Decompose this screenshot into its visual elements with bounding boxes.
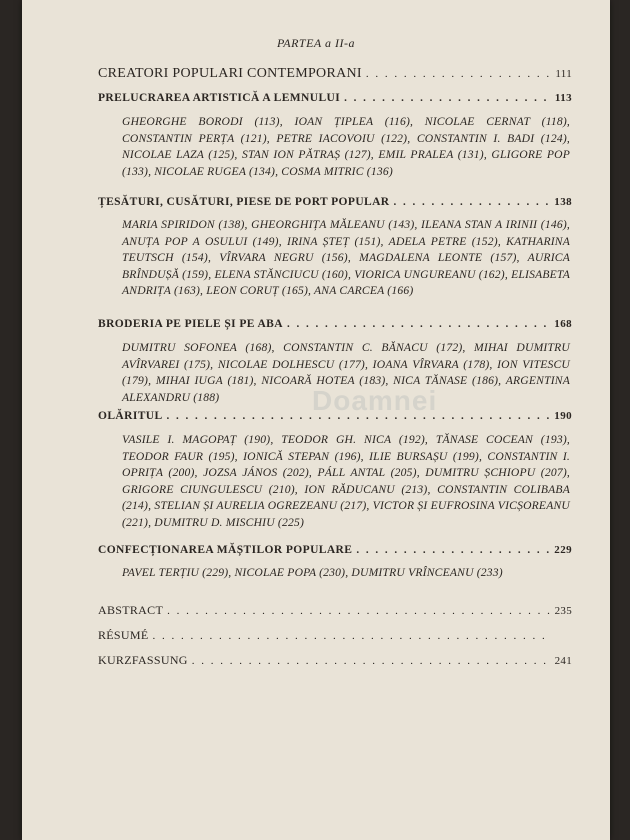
toc-section-entry (98, 318, 572, 330)
page-number: 111 (555, 68, 572, 80)
toc-main-entry (98, 66, 572, 82)
leader-dots (362, 68, 550, 80)
section-authors: MARIA SPIRIDON (138), GHEORGHIȚA MĂLEANU (143), ILEANA STAN A IRINII (146), ANUȚA POP A OSULUI (149), IRINA ȘTEȚ (151), ADELA PETRE (152), KATHARINA TEUTSCH (154), VÎRVARA NEGRU (156), MAGDALENA LEONTE (157), AURICA BRÎNDUȘĂ (159), ELENA STĂNCIUCU (160), VIORICA UNGUREANU (162), ELISABETA ANDRIȚA (163), LEON CORUȚ (165), ANA CARCEA (166) (122, 218, 570, 297)
toc-backmatter-entry (98, 653, 572, 668)
section-title: ȚESĂTURI, CUSĂTURI, PIESE DE PORT POPULAR (98, 196, 390, 208)
section-authors: DUMITRU SOFONEA (168), CONSTANTIN C. BĂNACU (172), MIHAI DUMITRU AVÎRVAREI (175), NICOLAE DOLHESCU (177), IOANA VÎRVARA (178), ION VITESCU (179), MIHAI IUGA (181), NICOARĂ HOTEA (183), NICA TĂNASE (186), ARGENTINA ALEXANDRU (188) (122, 341, 570, 404)
section-title: OLĂRITUL (98, 410, 163, 422)
page-number: 138 (554, 196, 572, 208)
watermark: Doamnei (312, 385, 438, 416)
leader-dots (390, 196, 550, 208)
backmatter-title: KURZFASSUNG (98, 653, 188, 667)
page-number: 235 (554, 605, 572, 617)
toc-backmatter-entry (98, 628, 572, 643)
section-title: BRODERIA PE PIELE ȘI PE ABA (98, 318, 283, 330)
leader-dots (163, 605, 550, 617)
leader-dots (148, 630, 550, 642)
page-number: 190 (554, 410, 572, 422)
toc-section-entry (98, 92, 572, 104)
page-number: 113 (554, 92, 572, 104)
page-number: 168 (554, 318, 572, 330)
page-number: 229 (554, 544, 572, 556)
section-title: CONFECȚIONAREA MĂȘTILOR POPULARE (98, 544, 353, 556)
leader-dots (188, 655, 550, 667)
book-page (22, 0, 610, 840)
section-authors: PAVEL TERȚIU (229), NICOLAE POPA (230), DUMITRU VRÎNCEANU (233) (122, 566, 503, 579)
toc-main-title: CREATORI POPULARI CONTEMPORANI (98, 66, 362, 81)
page-number: 241 (554, 655, 572, 667)
leader-dots (340, 92, 550, 104)
backmatter-title: ABSTRACT (98, 603, 164, 617)
leader-dots (352, 544, 550, 556)
backmatter-title: RÉSUMÉ (98, 628, 149, 642)
toc-backmatter-entry (98, 603, 572, 618)
toc-section-entry (98, 544, 572, 556)
section-authors: VASILE I. MAGOPAȚ (190), TEODOR GH. NICA (192), TĂNASE COCEAN (193), TEODOR FAUR (195), IONICĂ STEPAN (196), ILIE BURSAȘU (199), CONSTANTIN I. OPRIȚA (200), JOZSA JÁNOS (202), PÁLL ANTAL (205), DUMITRU ȘCHIOPU (207), GRIGORE CIUNGULESCU (210), ION RĂDUCANU (213), CONSTANTIN COLIBABA (214), STELIAN ȘI AURELIA OGREZEANU (217), VICTOR ȘI EUFROSINA VICȘOREANU (221), DUMITRU D. MISCHIU (225) (122, 433, 570, 529)
leader-dots (283, 318, 550, 330)
part-heading: PARTEA a II-a (276, 36, 356, 50)
toc-section-entry (98, 196, 572, 208)
section-title: PRELUCRAREA ARTISTICĂ A LEMNULUI (98, 92, 341, 104)
section-authors: GHEORGHE BORODI (113), IOAN ȚIPLEA (116), NICOLAE CERNAT (118), CONSTANTIN PERȚA (121), PETRE IACOVOIU (122), CONSTANTIN I. BADI (124), NICOLAE LAZA (125), STAN ION PĂTRAȘ (127), EMIL PRALEA (131), GLIGORE POP (133), NICOLAE RUGEA (134), COSMA MITRIC (136) (122, 115, 570, 178)
